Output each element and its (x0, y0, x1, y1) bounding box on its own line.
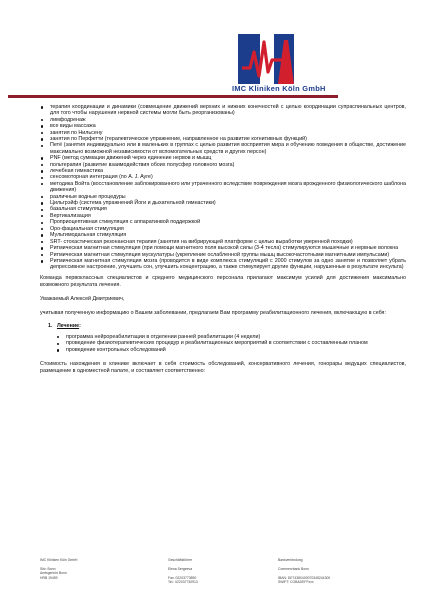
list-item: лимфодренаж (40, 117, 406, 123)
footer-line: Commerzbank Bonn (278, 566, 309, 571)
list-item: Оро-фациальная стимуляция (40, 226, 406, 232)
footer-line: SWIFT: COBADEFFxxx (278, 580, 314, 585)
list-item: методика Войта (восстановление заблокированного или утраченного вследствие повреждения мозга врожденного физиологического шаблона движения) (40, 181, 406, 194)
footer-line: Sitz: Bonn (40, 566, 56, 571)
footer-line: Geschäftsführer (168, 558, 193, 562)
footer-line: HRB 19459 (40, 575, 58, 580)
list-item: Ритмическая магнитная стимуляция мозга (проводится в виде комплекса стимуляций с 2000 стимулов за одно занятие и позволяет убрать депрессивное настроение, улучшить сон, улучшить концентрацию, а также стимулирует другие функции, нарушенные в результате инсульта) (40, 258, 406, 271)
section-title: Лечение (56, 323, 80, 330)
list-item: базальная стимуляция (40, 206, 406, 212)
list-item: Петё (занятия индивидуально или в маленьких в группах с целью развития восприятия мира и обучению поведения в обществе, достижение максимально возможной независимости от вспомогательных средств и других персон) (40, 142, 406, 155)
list-item: Цильгрэйф (система упражнений Йоги и дыхательной гимнастики) (40, 200, 406, 206)
list-item: терапия координации и динамики (совмещение движений верхних и нижних конечностей с целью координации супраспинальных центров, для того чтобы нарушения нервной системы могли быть реорганизованы) (40, 104, 406, 117)
greeting: Уважаемый Алексей Дмитриевич, (40, 295, 125, 302)
footer-line: Amtsgericht Bonn (40, 571, 67, 576)
footer-line: Elena Sergeeva (168, 566, 193, 571)
footer-line: IBAN: DE74380400070345244300 (278, 575, 331, 580)
list-item: занятия по Перфетти (терапевтическое упражнение, направленное на развитие когнитивных функций) (40, 136, 406, 142)
footer-company (40, 558, 78, 580)
list-item: PNF (метод суммации движений через единение нервов и мышц (40, 155, 406, 161)
list-item: сенсомоторная интеграция (по A. J. Ayre) (40, 174, 406, 180)
list-item: Вертикализация (40, 213, 406, 219)
footer-line: Bankverbindung (278, 558, 303, 562)
list-item: польтерапия (развитие взаимодействия обоих полусфер головного мозга) (40, 162, 406, 168)
list-item: занятия по Нильсену (40, 130, 406, 136)
therapy-list (40, 104, 406, 270)
clinic-name: IMC Kliniken Köln GmbH (232, 84, 326, 93)
list-item: Проприоцептивная стимуляция с аппаратинвой поддержкой (40, 219, 406, 225)
list-item: проведение контрольных обследований (56, 347, 406, 353)
clinic-logo-icon (232, 30, 332, 90)
treatment-list (40, 334, 406, 354)
list-item: проведение физиотерапевтических процедур и реабилитационных мероприятий в соответствии с составленным планом (56, 340, 406, 346)
letter-body (40, 104, 406, 374)
list-item: Ритмическая магнитная стимуляция мускулатуры (укрепление ослабленной группы мышц высокочастотными магнитными импульсами) (40, 252, 406, 258)
footer-line: Tel.: 022037730913 (168, 580, 198, 585)
list-item: SRT- стохастическая резонансная терапия (занятия на вибрирующей платформе с целью выработки уверенной походки) (40, 239, 406, 245)
letterhead (0, 0, 426, 100)
footer-line: Fax: 02203773890 (168, 575, 197, 580)
list-item: все виды массажа (40, 123, 406, 129)
section-suffix: : (79, 323, 81, 330)
header-divider (8, 95, 338, 98)
list-item: Ритмическая магнитная стимуляция (при помощи магнитного поля высокой силы (3-4 тесла) стимулируются мышечные и нервные волокна (40, 245, 406, 251)
footer-management (168, 558, 198, 584)
footer-line: IMC Kliniken Köln GmbH (40, 558, 78, 562)
section-number: 1. (48, 323, 53, 330)
team-paragraph: Команда первоклассных специалистов и среднего медицинского персонала прилагают максимум усилий для достижения максимально возможного результата лечения. (40, 275, 406, 288)
list-item: лечебная гимнастика (40, 168, 406, 174)
section-heading-treatment (40, 323, 406, 329)
footer-bank (278, 558, 330, 584)
cost-paragraph: Стоимость нахождения в клинике включает в себя стоимость обследований, консервативного лечения, гонорары ведущих специалистов, размещение в одноместной палате, и составляет соответственно: (40, 361, 406, 374)
list-item: Мультимодальная стимуляция (40, 232, 406, 238)
intro-paragraph: учитывая полученную информацию о Вашем заболевании, предлагаем Вам программу реабилитационного лечения, включающую в себя: (40, 310, 386, 317)
list-item: программа нейрореабилитации в отделении ранней реабилитации (4 недели) (56, 334, 406, 340)
list-item: различные водные процедуры (40, 194, 406, 200)
